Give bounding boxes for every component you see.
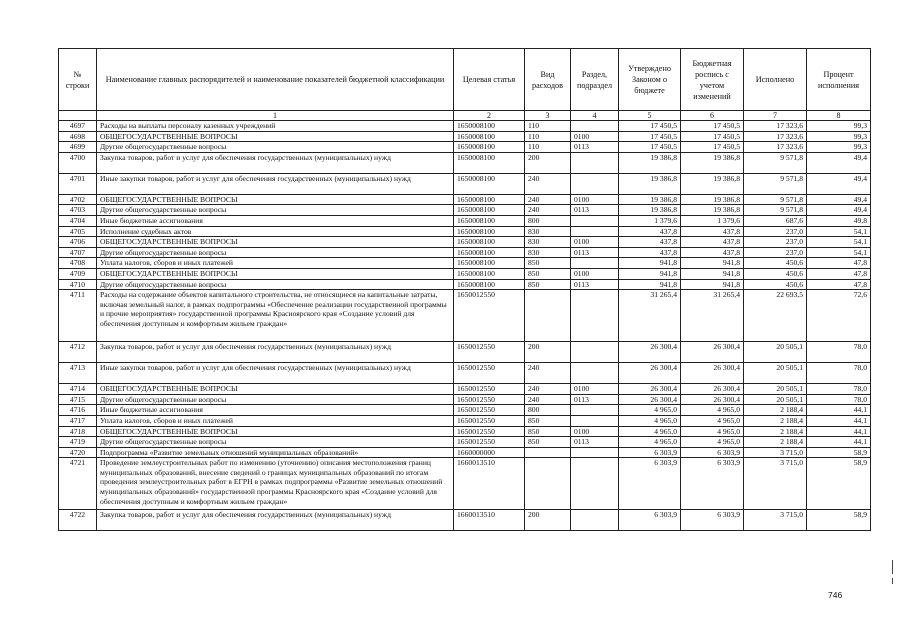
row-schedule: 4 965,0 <box>681 415 744 426</box>
row-name: Закупка товаров, работ и услуг для обеспечения государственных (муниципальных) нужд <box>97 342 454 363</box>
row-executed: 3 715,0 <box>744 510 807 531</box>
row-executed: 20 505,1 <box>744 394 807 405</box>
row-name: Уплата налогов, сборов и иных платежей <box>97 258 454 269</box>
row-schedule: 17 450,5 <box>681 142 744 153</box>
row-target-code: 1650008100 <box>454 237 525 248</box>
table-row <box>59 237 871 248</box>
row-approved: 17 450,5 <box>619 121 681 132</box>
row-schedule: 26 300,4 <box>681 342 744 363</box>
table-row <box>59 394 871 405</box>
row-executed: 3 715,0 <box>744 447 807 458</box>
row-expense-type: 240 <box>525 205 571 216</box>
row-name: Другие общегосударственные вопросы <box>97 394 454 405</box>
row-percent: 44,1 <box>807 415 871 426</box>
table-row <box>59 342 871 363</box>
row-percent: 49,8 <box>807 215 871 226</box>
row-name: ОБЩЕГОСУДАРСТВЕННЫЕ ВОПРОСЫ <box>97 384 454 395</box>
row-approved: 19 386,8 <box>619 205 681 216</box>
row-target-code: 1660000000 <box>454 447 525 458</box>
row-expense-type: 800 <box>525 215 571 226</box>
table-row <box>59 173 871 194</box>
column-number: 1 <box>97 111 454 121</box>
table-row <box>59 447 871 458</box>
table-row <box>59 426 871 437</box>
header-executed: Исполнено <box>744 49 807 111</box>
column-number: 7 <box>744 111 807 121</box>
row-schedule: 1 379,6 <box>681 215 744 226</box>
row-executed: 450,6 <box>744 279 807 290</box>
row-name: ОБЩЕГОСУДАРСТВЕННЫЕ ВОПРОСЫ <box>97 426 454 437</box>
row-name: Закупка товаров, работ и услуг для обеспечения государственных (муниципальных) нужд <box>97 152 454 173</box>
table-row <box>59 415 871 426</box>
row-expense-type: 850 <box>525 279 571 290</box>
row-approved: 6 303,9 <box>619 447 681 458</box>
row-expense-type: 850 <box>525 268 571 279</box>
row-expense-type <box>525 447 571 458</box>
row-number: 4700 <box>59 152 97 173</box>
row-approved: 437,8 <box>619 226 681 237</box>
row-percent: 78,0 <box>807 342 871 363</box>
row-target-code: 1650012550 <box>454 426 525 437</box>
row-approved: 17 450,5 <box>619 142 681 153</box>
row-section <box>571 415 619 426</box>
row-schedule: 19 386,8 <box>681 205 744 216</box>
row-percent: 47,8 <box>807 258 871 269</box>
header-row-no: № строки <box>59 49 97 111</box>
row-expense-type: 830 <box>525 237 571 248</box>
row-section <box>571 290 619 342</box>
row-approved: 437,8 <box>619 237 681 248</box>
row-number: 4701 <box>59 173 97 194</box>
row-section: 0100 <box>571 237 619 248</box>
row-target-code: 1650012550 <box>454 342 525 363</box>
row-approved: 17 450,5 <box>619 131 681 142</box>
row-number: 4703 <box>59 205 97 216</box>
row-expense-type: 850 <box>525 258 571 269</box>
row-executed: 2 188,4 <box>744 426 807 437</box>
margin-mark <box>892 578 893 584</box>
row-approved: 4 965,0 <box>619 426 681 437</box>
column-number: 6 <box>681 111 744 121</box>
row-number: 4718 <box>59 426 97 437</box>
row-name: Другие общегосударственные вопросы <box>97 142 454 153</box>
row-number: 4705 <box>59 226 97 237</box>
row-section <box>571 121 619 132</box>
row-target-code: 1650008100 <box>454 226 525 237</box>
table-row <box>59 258 871 269</box>
row-number: 4719 <box>59 437 97 448</box>
row-target-code: 1650008100 <box>454 194 525 205</box>
row-target-code: 1650012550 <box>454 290 525 342</box>
row-section: 0113 <box>571 279 619 290</box>
row-schedule: 437,8 <box>681 237 744 248</box>
header-name: Наименование главных распорядителей и наименование показателей бюджетной классификации <box>97 49 454 111</box>
row-executed: 17 323,6 <box>744 142 807 153</box>
row-number: 4715 <box>59 394 97 405</box>
row-target-code: 1650012550 <box>454 363 525 384</box>
row-target-code: 1650008100 <box>454 131 525 142</box>
row-executed: 17 323,6 <box>744 121 807 132</box>
row-section: 0100 <box>571 194 619 205</box>
row-name: Подпрограмма «Развитие земельных отношений муниципальных образований» <box>97 447 454 458</box>
row-name: Иные закупки товаров, работ и услуг для обеспечения государственных (муниципальных) нужд <box>97 363 454 384</box>
row-target-code: 1650008100 <box>454 205 525 216</box>
row-schedule: 4 965,0 <box>681 405 744 416</box>
row-schedule: 941,8 <box>681 268 744 279</box>
row-name: Расходы на содержание объектов капитального строительства, не относящиеся на капитальные затраты, включая земельный налог, в рамках подпрограммы «Обеспечение реализации государственной программы и прочие мероприятия» государственной программы Красноярского края «Создание условий для обеспечения доступным и комфортным жильем граждан» <box>97 290 454 342</box>
row-section: 0113 <box>571 394 619 405</box>
row-approved: 941,8 <box>619 279 681 290</box>
row-expense-type: 240 <box>525 384 571 395</box>
column-number: 2 <box>454 111 525 121</box>
row-target-code: 1650012550 <box>454 415 525 426</box>
row-approved: 19 386,8 <box>619 152 681 173</box>
row-section <box>571 458 619 510</box>
row-percent: 99,3 <box>807 131 871 142</box>
row-expense-type: 110 <box>525 142 571 153</box>
row-name: Иные закупки товаров, работ и услуг для обеспечения государственных (муниципальных) нужд <box>97 173 454 194</box>
budget-table <box>58 48 871 531</box>
row-number: 4717 <box>59 415 97 426</box>
row-section: 0100 <box>571 384 619 395</box>
row-name: Проведение землеустроительных работ по изменению (уточнению) описания местоположения границ муниципальных образований, внесение сведений о границах муниципальных образований по итогам проведения землеустроительных работ в ЕГРН в рамках подпрограммы «Развитие земельных отношений муниципальных образований» государственной программы Красноярского края «Создание условий для обеспечения доступным и комфортным жильем граждан» <box>97 458 454 510</box>
row-approved: 437,8 <box>619 247 681 258</box>
table-row <box>59 215 871 226</box>
row-expense-type: 240 <box>525 394 571 405</box>
row-schedule: 31 265,4 <box>681 290 744 342</box>
row-number: 4707 <box>59 247 97 258</box>
row-section: 0113 <box>571 437 619 448</box>
header-target: Целевая статья <box>454 49 525 111</box>
table-row <box>59 152 871 173</box>
row-approved: 26 300,4 <box>619 342 681 363</box>
row-expense-type: 800 <box>525 405 571 416</box>
header-percent: Процент исполнения <box>807 49 871 111</box>
row-percent: 78,0 <box>807 384 871 395</box>
row-number: 4702 <box>59 194 97 205</box>
row-name: Иные бюджетные ассигнования <box>97 405 454 416</box>
row-percent: 44,1 <box>807 405 871 416</box>
row-approved: 6 303,9 <box>619 458 681 510</box>
table-header-row <box>59 49 871 111</box>
row-executed: 20 505,1 <box>744 342 807 363</box>
row-schedule: 4 965,0 <box>681 437 744 448</box>
row-approved: 19 386,8 <box>619 173 681 194</box>
row-section: 0100 <box>571 131 619 142</box>
row-executed: 20 505,1 <box>744 384 807 395</box>
row-number: 4697 <box>59 121 97 132</box>
row-target-code: 1650008100 <box>454 279 525 290</box>
row-approved: 26 300,4 <box>619 363 681 384</box>
row-executed: 9 571,8 <box>744 173 807 194</box>
row-section <box>571 215 619 226</box>
header-schedule: Бюджетная роспись с учетом изменений <box>681 49 744 111</box>
row-name: Другие общегосударственные вопросы <box>97 279 454 290</box>
row-target-code: 1650012550 <box>454 405 525 416</box>
row-executed: 3 715,0 <box>744 458 807 510</box>
row-schedule: 6 303,9 <box>681 447 744 458</box>
row-number: 4721 <box>59 458 97 510</box>
header-section: Раздел, подраздел <box>571 49 619 111</box>
row-target-code: 1650012550 <box>454 437 525 448</box>
row-target-code: 1650008100 <box>454 215 525 226</box>
row-expense-type: 200 <box>525 510 571 531</box>
row-target-code: 1650008100 <box>454 258 525 269</box>
row-percent: 72,6 <box>807 290 871 342</box>
row-executed: 17 323,6 <box>744 131 807 142</box>
row-name: Другие общегосударственные вопросы <box>97 437 454 448</box>
row-expense-type: 850 <box>525 426 571 437</box>
row-percent: 49,4 <box>807 173 871 194</box>
row-section <box>571 173 619 194</box>
table-row <box>59 363 871 384</box>
row-name: ОБЩЕГОСУДАРСТВЕННЫЕ ВОПРОСЫ <box>97 237 454 248</box>
column-number-row <box>59 111 871 121</box>
row-executed: 2 188,4 <box>744 405 807 416</box>
row-number: 4711 <box>59 290 97 342</box>
table-row <box>59 131 871 142</box>
row-percent: 44,1 <box>807 437 871 448</box>
row-approved: 26 300,4 <box>619 384 681 395</box>
row-name: Расходы на выплаты персоналу казенных учреждений <box>97 121 454 132</box>
row-section: 0100 <box>571 426 619 437</box>
column-number: 8 <box>807 111 871 121</box>
row-target-code: 1650012550 <box>454 394 525 405</box>
row-expense-type: 850 <box>525 415 571 426</box>
row-number: 4722 <box>59 510 97 531</box>
row-number: 4708 <box>59 258 97 269</box>
row-approved: 31 265,4 <box>619 290 681 342</box>
table-row <box>59 405 871 416</box>
row-number: 4714 <box>59 384 97 395</box>
row-section <box>571 510 619 531</box>
row-executed: 2 188,4 <box>744 437 807 448</box>
row-expense-type: 110 <box>525 131 571 142</box>
row-number: 4698 <box>59 131 97 142</box>
table-row <box>59 226 871 237</box>
row-section: 0100 <box>571 268 619 279</box>
row-target-code: 1650008100 <box>454 268 525 279</box>
row-approved: 4 965,0 <box>619 405 681 416</box>
row-approved: 4 965,0 <box>619 415 681 426</box>
table-row <box>59 510 871 531</box>
row-name: Другие общегосударственные вопросы <box>97 247 454 258</box>
row-executed: 2 188,4 <box>744 415 807 426</box>
row-schedule: 19 386,8 <box>681 173 744 194</box>
row-target-code: 1650008100 <box>454 247 525 258</box>
row-name: ОБЩЕГОСУДАРСТВЕННЫЕ ВОПРОСЫ <box>97 268 454 279</box>
row-number: 4712 <box>59 342 97 363</box>
table-row <box>59 205 871 216</box>
row-schedule: 26 300,4 <box>681 363 744 384</box>
row-section <box>571 152 619 173</box>
row-schedule: 26 300,4 <box>681 394 744 405</box>
table-row <box>59 194 871 205</box>
row-schedule: 6 303,9 <box>681 458 744 510</box>
row-percent: 54,1 <box>807 247 871 258</box>
row-executed: 237,0 <box>744 237 807 248</box>
table-row <box>59 121 871 132</box>
row-percent: 47,8 <box>807 268 871 279</box>
row-name: Закупка товаров, работ и услуг для обеспечения государственных (муниципальных) нужд <box>97 510 454 531</box>
margin-mark <box>892 560 893 574</box>
column-number: 4 <box>571 111 619 121</box>
table-row <box>59 142 871 153</box>
row-percent: 47,8 <box>807 279 871 290</box>
row-schedule: 17 450,5 <box>681 121 744 132</box>
row-name: ОБЩЕГОСУДАРСТВЕННЫЕ ВОПРОСЫ <box>97 131 454 142</box>
row-executed: 237,0 <box>744 247 807 258</box>
page-number: 746 <box>828 590 843 600</box>
row-section: 0113 <box>571 142 619 153</box>
table-row <box>59 279 871 290</box>
row-section <box>571 258 619 269</box>
row-expense-type: 110 <box>525 121 571 132</box>
row-percent: 78,0 <box>807 394 871 405</box>
row-expense-type: 240 <box>525 194 571 205</box>
table-row <box>59 458 871 510</box>
table-row <box>59 247 871 258</box>
row-executed: 450,6 <box>744 258 807 269</box>
row-schedule: 26 300,4 <box>681 384 744 395</box>
row-executed: 9 571,8 <box>744 194 807 205</box>
row-schedule: 6 303,9 <box>681 510 744 531</box>
row-name: Иные бюджетные ассигнования <box>97 215 454 226</box>
row-approved: 4 965,0 <box>619 437 681 448</box>
row-expense-type: 830 <box>525 247 571 258</box>
row-approved: 6 303,9 <box>619 510 681 531</box>
row-name: Другие общегосударственные вопросы <box>97 205 454 216</box>
row-executed: 20 505,1 <box>744 363 807 384</box>
row-schedule: 19 386,8 <box>681 152 744 173</box>
row-expense-type: 200 <box>525 342 571 363</box>
row-executed: 237,0 <box>744 226 807 237</box>
row-number: 4716 <box>59 405 97 416</box>
row-expense-type <box>525 458 571 510</box>
row-percent: 99,3 <box>807 121 871 132</box>
row-expense-type: 850 <box>525 437 571 448</box>
table-row <box>59 290 871 342</box>
row-section <box>571 342 619 363</box>
column-number <box>59 111 97 121</box>
row-percent: 49,4 <box>807 194 871 205</box>
row-schedule: 17 450,5 <box>681 131 744 142</box>
row-name: ОБЩЕГОСУДАРСТВЕННЫЕ ВОПРОСЫ <box>97 194 454 205</box>
row-expense-type: 200 <box>525 152 571 173</box>
row-approved: 26 300,4 <box>619 394 681 405</box>
row-percent: 49,4 <box>807 205 871 216</box>
row-target-code: 1650008100 <box>454 142 525 153</box>
row-schedule: 4 965,0 <box>681 426 744 437</box>
column-number: 3 <box>525 111 571 121</box>
row-section: 0113 <box>571 205 619 216</box>
row-executed: 9 571,8 <box>744 205 807 216</box>
row-number: 4699 <box>59 142 97 153</box>
row-approved: 941,8 <box>619 258 681 269</box>
row-number: 4710 <box>59 279 97 290</box>
row-schedule: 19 386,8 <box>681 194 744 205</box>
row-number: 4720 <box>59 447 97 458</box>
row-schedule: 941,8 <box>681 258 744 269</box>
row-percent: 54,1 <box>807 226 871 237</box>
row-percent: 54,1 <box>807 237 871 248</box>
row-number: 4706 <box>59 237 97 248</box>
row-section <box>571 447 619 458</box>
row-expense-type: 830 <box>525 226 571 237</box>
row-expense-type: 240 <box>525 173 571 194</box>
row-schedule: 437,8 <box>681 247 744 258</box>
table-row <box>59 268 871 279</box>
row-schedule: 437,8 <box>681 226 744 237</box>
row-target-code: 1650008100 <box>454 121 525 132</box>
row-target-code: 1650008100 <box>454 152 525 173</box>
header-approved: Утверждено Законом о бюджете <box>619 49 681 111</box>
row-target-code: 1650012550 <box>454 384 525 395</box>
row-number: 4704 <box>59 215 97 226</box>
row-target-code: 1660013510 <box>454 510 525 531</box>
row-percent: 78,0 <box>807 363 871 384</box>
row-approved: 1 379,6 <box>619 215 681 226</box>
row-section <box>571 405 619 416</box>
row-percent: 58,9 <box>807 447 871 458</box>
column-number: 5 <box>619 111 681 121</box>
header-expense-type: Вид расходов <box>525 49 571 111</box>
row-number: 4709 <box>59 268 97 279</box>
row-name: Уплата налогов, сборов и иных платежей <box>97 415 454 426</box>
row-section <box>571 363 619 384</box>
row-executed: 22 693,5 <box>744 290 807 342</box>
row-target-code: 1650008100 <box>454 173 525 194</box>
row-percent: 58,9 <box>807 458 871 510</box>
row-target-code: 1660013510 <box>454 458 525 510</box>
table-row <box>59 437 871 448</box>
row-expense-type <box>525 290 571 342</box>
row-percent: 99,3 <box>807 142 871 153</box>
row-section <box>571 226 619 237</box>
row-schedule: 941,8 <box>681 279 744 290</box>
table-row <box>59 384 871 395</box>
row-approved: 941,8 <box>619 268 681 279</box>
row-expense-type: 240 <box>525 363 571 384</box>
row-executed: 9 571,8 <box>744 152 807 173</box>
row-name: Исполнение судебных актов <box>97 226 454 237</box>
row-section: 0113 <box>571 247 619 258</box>
row-percent: 58,9 <box>807 510 871 531</box>
row-number: 4713 <box>59 363 97 384</box>
row-percent: 49,4 <box>807 152 871 173</box>
table-body <box>59 121 871 531</box>
row-executed: 450,6 <box>744 268 807 279</box>
row-approved: 19 386,8 <box>619 194 681 205</box>
row-executed: 687,6 <box>744 215 807 226</box>
row-percent: 44,1 <box>807 426 871 437</box>
